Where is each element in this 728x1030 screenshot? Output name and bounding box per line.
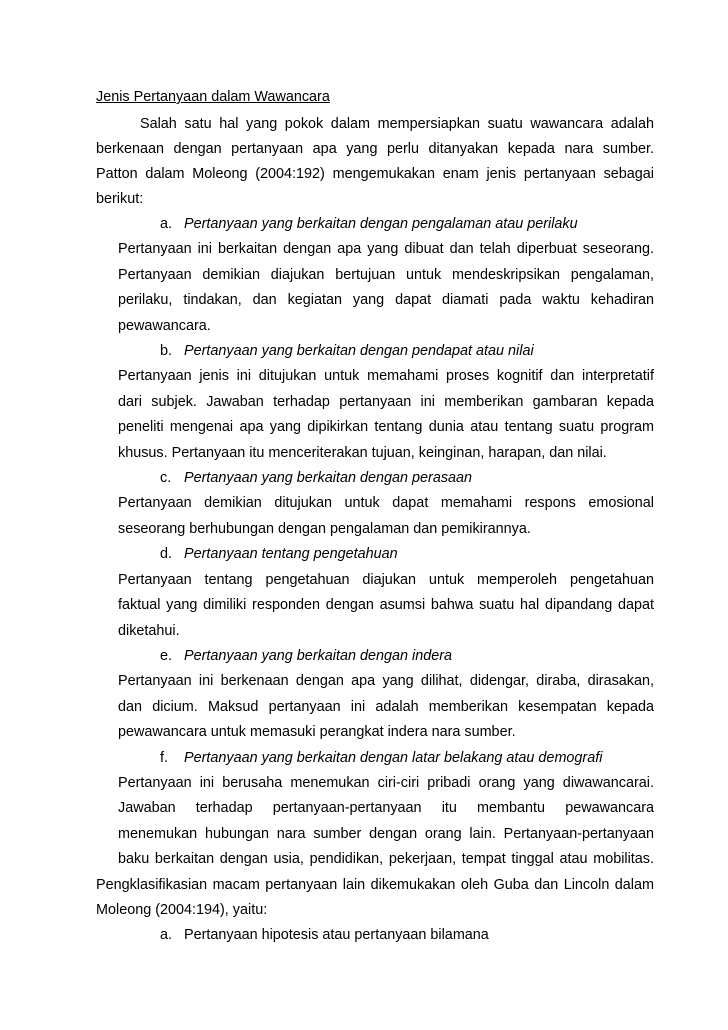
list-item-heading (160, 646, 452, 666)
intro-line: Salah satu hal yang pokok dalam mempersiapkan suatu wawancara adalah (140, 116, 654, 132)
list-letter: b. (160, 343, 173, 359)
item-body-line: dari subjek. Jawaban terhadap pertanyaan ini memberikan gambaran kepada (118, 394, 654, 410)
item-body-line: Pertanyaan ini berkaitan dengan apa yang dibuat dan telah diperbuat seseorang. (118, 241, 654, 257)
intro-line: Patton dalam Moleong (2004:192) mengemukakan enam jenis pertanyaan sebagai (96, 166, 654, 182)
item-body-line: dan dicium. Maksud pertanyaan ini adalah memberikan kesempatan kepada (118, 699, 654, 715)
item-body-line: diketahui. (118, 623, 180, 639)
list-heading-text: Pertanyaan tentang pengetahuan (184, 546, 398, 562)
item-body-line: khusus. Pertanyaan itu menceriterakan tujuan, keinginan, harapan, dan nilai. (118, 445, 607, 461)
list-letter: a. (160, 927, 173, 943)
list-item-heading (160, 214, 578, 234)
list-heading-text: Pertanyaan yang berkaitan dengan pendapat atau nilai (184, 343, 534, 359)
intro-line: berkenaan dengan pertanyaan apa yang perlu ditanyakan kepada nara sumber. (96, 141, 654, 157)
list-item-heading (160, 748, 602, 768)
list-letter: e. (160, 648, 173, 664)
list-item-heading (160, 925, 489, 945)
list-item-heading (160, 468, 472, 488)
list-heading-text: Pertanyaan yang berkaitan dengan perasaan (184, 470, 473, 486)
item-body-line: Pertanyaan jenis ini ditujukan untuk memahami proses kognitif dan interpretatif (118, 368, 654, 384)
item-body-line: Jawaban terhadap pertanyaan-pertanyaan itu membantu pewawancara (118, 800, 654, 816)
section-title: Jenis Pertanyaan dalam Wawancara (96, 89, 330, 105)
item-body-line: pewawancara untuk memasuki perangkat indera nara sumber. (118, 724, 516, 740)
item-body-line: Pertanyaan demikian ditujukan untuk dapat memahami respons emosional (118, 495, 654, 511)
item-body-line: Pertanyaan ini berkenaan dengan apa yang dilihat, didengar, diraba, dirasakan, (118, 673, 654, 689)
list-item-heading (160, 341, 534, 361)
closing-line: Moleong (2004:194), yaitu: (96, 902, 268, 918)
list-letter: c. (160, 470, 172, 486)
item-body-line: peneliti mengenai apa yang dipikirkan tentang dunia atau tentang suatu program (118, 419, 654, 435)
item-body-line: perilaku, tindakan, dan kegiatan yang dapat diamati pada waktu kehadiran (118, 292, 654, 308)
item-body-line: menemukan hubungan nara sumber dengan orang lain. Pertanyaan-pertanyaan (118, 826, 654, 842)
list-letter: a. (160, 216, 173, 232)
list-heading-text: Pertanyaan yang berkaitan dengan indera (184, 648, 453, 664)
item-body-line: Pertanyaan demikian diajukan bertujuan untuk mendeskripsikan pengalaman, (118, 267, 654, 283)
list-letter: f. (160, 750, 168, 766)
item-body-line: pewawancara. (118, 318, 211, 334)
list-item-heading (160, 544, 398, 564)
intro-line: berikut: (96, 191, 144, 207)
item-body-line: seseorang berhubungan dengan pengalaman dan pemikirannya. (118, 521, 531, 537)
item-body-line: Pertanyaan tentang pengetahuan diajukan untuk memperoleh pengetahuan (118, 572, 654, 588)
list-heading-text: Pertanyaan yang berkaitan dengan latar belakang atau demografi (184, 750, 603, 766)
list-heading-text: Pertanyaan yang berkaitan dengan pengalaman atau perilaku (184, 216, 578, 232)
item-body-line: baku berkaitan dengan usia, pendidikan, pekerjaan, tempat tinggal atau mobilitas. (118, 851, 654, 867)
item-body-line: Pertanyaan ini berusaha menemukan ciri-ciri pribadi orang yang diwawancarai. (118, 775, 654, 791)
list-heading-text: Pertanyaan hipotesis atau pertanyaan bilamana (184, 927, 489, 943)
closing-line: Pengklasifikasian macam pertanyaan lain dikemukakan oleh Guba dan Lincoln dalam (96, 877, 654, 893)
item-body-line: faktual yang dimiliki responden dengan asumsi bahwa suatu hal dipandang dapat (118, 597, 654, 613)
list-letter: d. (160, 546, 173, 562)
